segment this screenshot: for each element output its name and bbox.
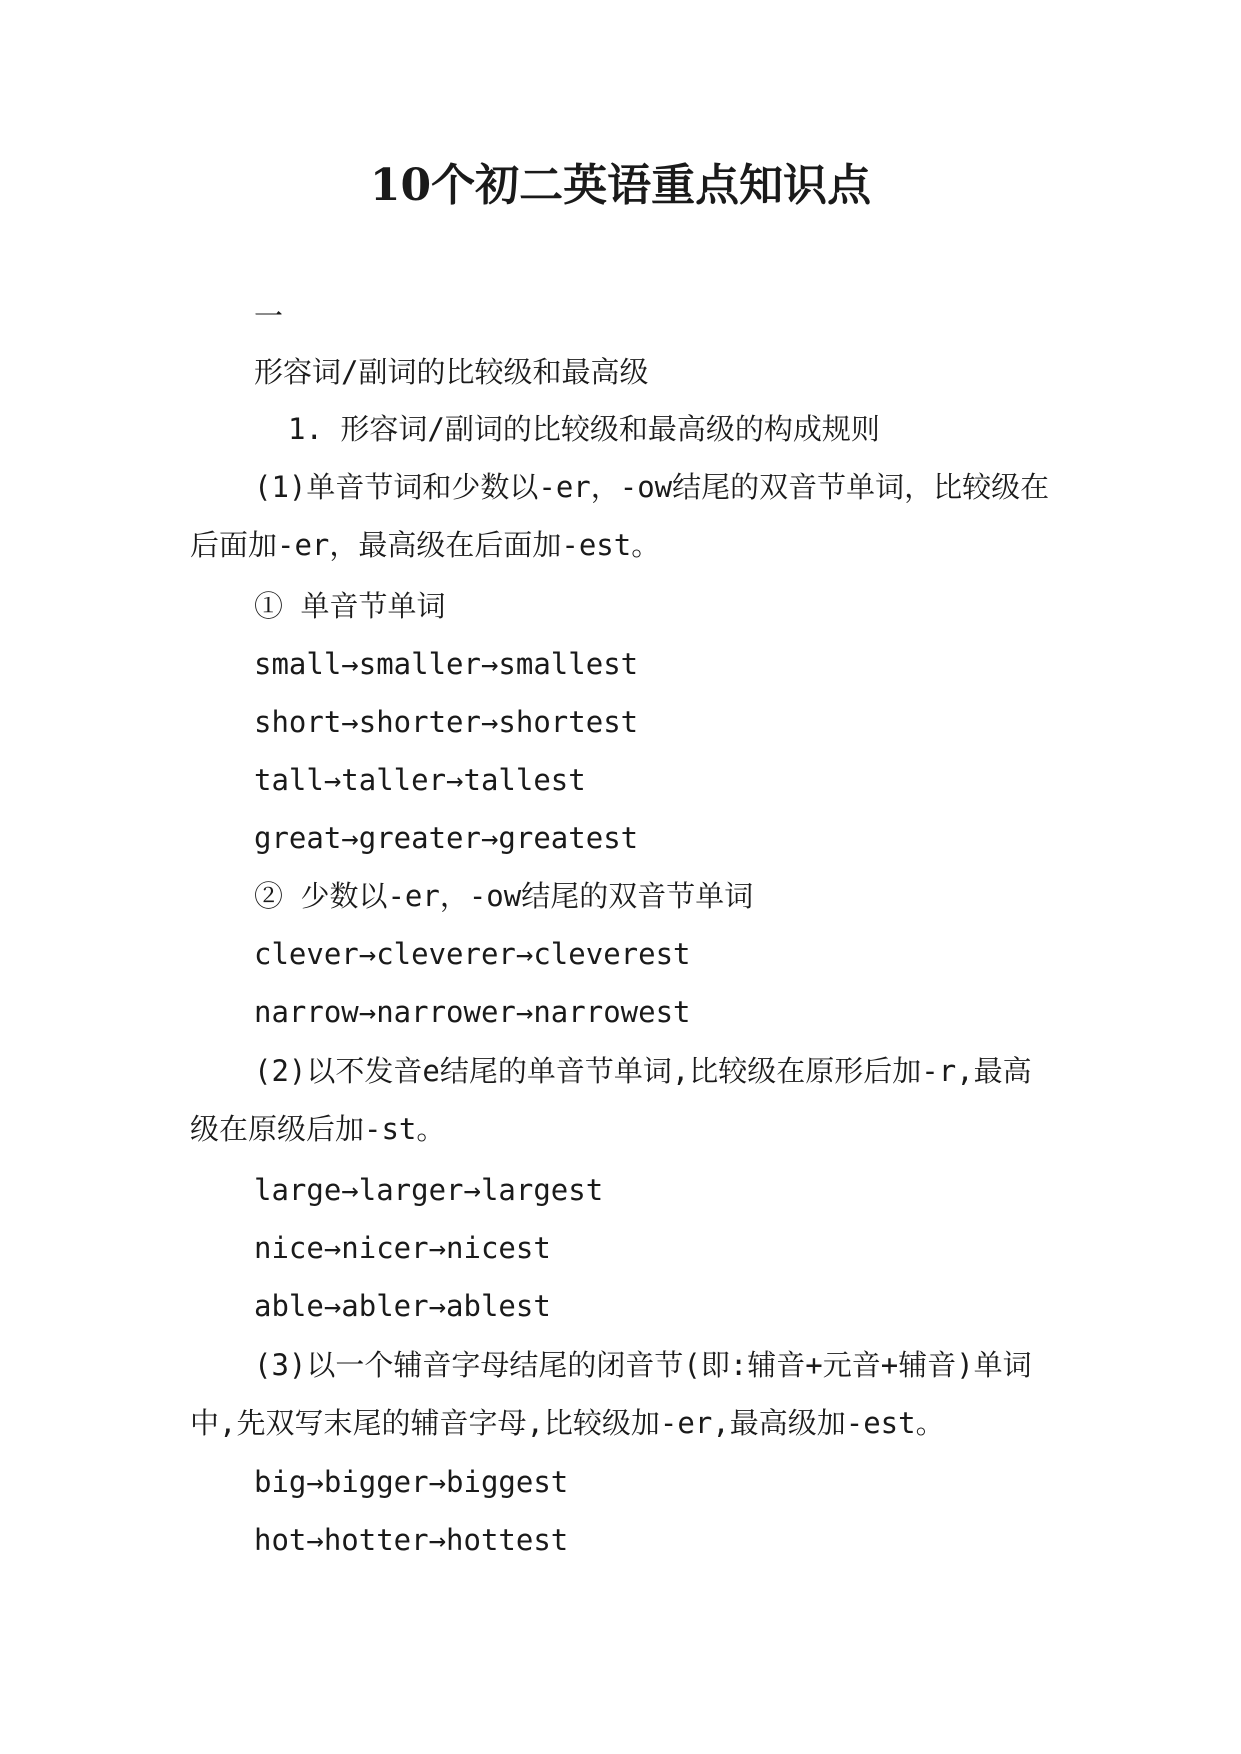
example-line: narrow→narrower→narrowest <box>254 995 691 1029</box>
example-line: able→abler→ablest <box>254 1289 551 1323</box>
example-line: clever→cleverer→cleverest <box>254 937 691 971</box>
example-line: great→greater→greatest <box>254 821 639 855</box>
example-line: nice→nicer→nicest <box>254 1231 551 1265</box>
example-line: tall→taller→tallest <box>254 763 586 797</box>
example-line: hot→hotter→hottest <box>254 1523 569 1557</box>
document-title: 10个初二英语重点知识点 <box>369 160 872 211</box>
example-line: large→larger→largest <box>254 1173 604 1207</box>
rule-1-sub-2-heading: ② 少数以-er，-ow结尾的双音节单词 <box>254 879 754 913</box>
rule-1-sub-1-heading: ① 单音节单词 <box>254 589 446 623</box>
subheading: 1. 形容词/副词的比较级和最高级的构成规则 <box>288 412 880 446</box>
section-heading: 形容词/副词的比较级和最高级 <box>254 355 649 389</box>
example-line: big→bigger→biggest <box>254 1465 569 1499</box>
example-line: small→smaller→smallest <box>254 647 639 681</box>
section-number: 一 <box>254 299 284 333</box>
rule-2-paragraph: (2)以不发音e结尾的单音节单词,比较级在原形后加-r,最高级在原级后加-st。 <box>190 1054 1032 1146</box>
example-line: short→shorter→shortest <box>254 705 639 739</box>
rule-1-paragraph: (1)单音节词和少数以-er，-ow结尾的双音节单词，比较级在后面加-er，最高级在后面加-est。 <box>190 470 1050 562</box>
rule-3-paragraph: (3)以一个辅音字母结尾的闭音节(即:辅音+元音+辅音)单词中,先双写末尾的辅音字母,比较级加-er,最高级加-est。 <box>190 1348 1032 1440</box>
